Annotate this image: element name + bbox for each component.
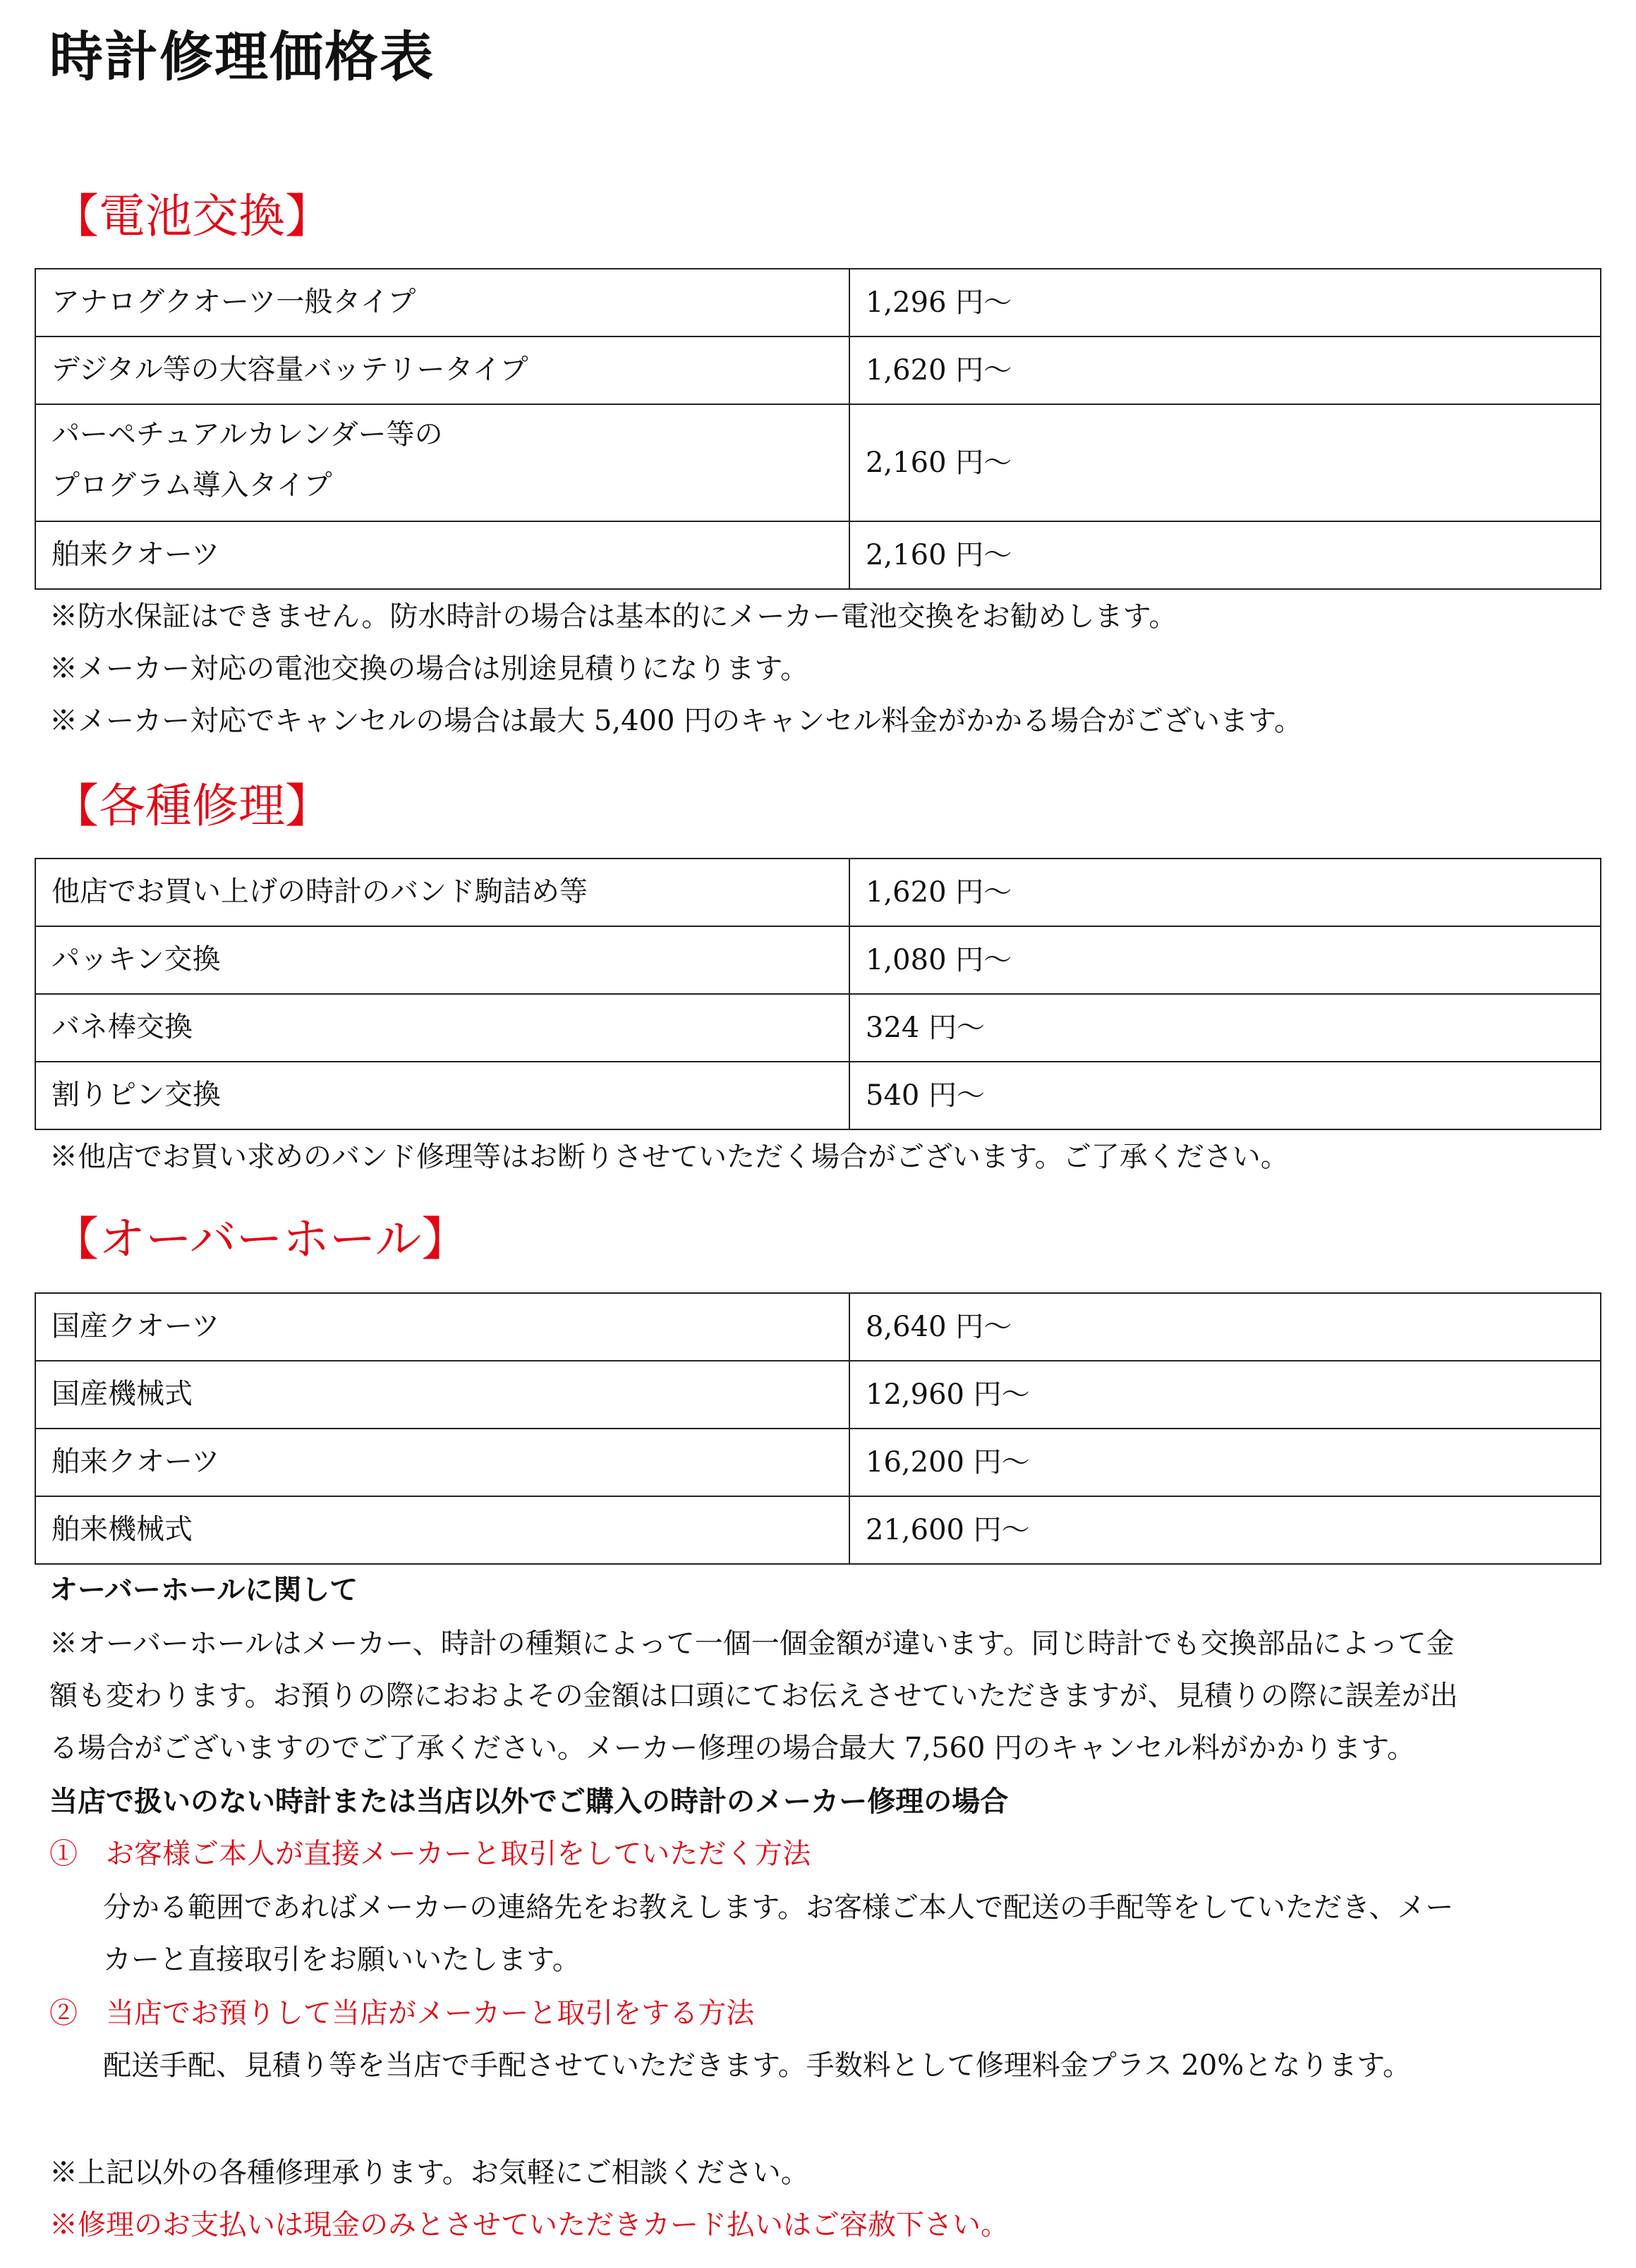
battery-note: ※防水保証はできません。防水時計の場合は基本的にメーカー電池交換をお勧めします。	[49, 600, 1177, 633]
overhaul-price-table	[35, 1292, 1601, 1565]
item-price: 2,160 円〜	[849, 404, 1601, 521]
item-name: 国産クオーツ	[35, 1293, 849, 1361]
overhaul-info-heading: オーバーホールに関して	[49, 1574, 358, 1606]
overhaul-info-line: 額も変わります。お預りの際におおよその金額は口頭にてお伝えさせていただきますが、見積りの際に誤差が出	[49, 1680, 1458, 1712]
item-name-line: パーペチュアルカレンダー等の	[51, 418, 443, 451]
repair-note: ※他店でお買い求めのバンド修理等はお断りさせていただく場合がございます。ご了承ください。	[49, 1141, 1289, 1173]
item-name: 舶来クオーツ	[35, 1429, 849, 1496]
page-title: 時計修理価格表	[49, 25, 435, 88]
table-row	[35, 926, 1601, 994]
maker-repair-option1-title: ① お客様ご本人が直接メーカーと取引をしていただく方法	[49, 1838, 811, 1870]
table-row	[35, 859, 1601, 926]
item-name: アナログクオーツ一般タイプ	[35, 269, 849, 336]
section-heading-battery: 【電池交換】	[52, 189, 332, 243]
maker-repair-option1-line: 分かる範囲であればメーカーの連絡先をお教えします。お客様ご本人で配送の手配等をしていただき、メー	[103, 1891, 1454, 1924]
table-row	[35, 1496, 1601, 1564]
footer-note: ※上記以外の各種修理承ります。お気軽にご相談ください。	[49, 2157, 809, 2189]
item-price: 1,620 円〜	[849, 859, 1601, 926]
item-price: 540 円〜	[849, 1062, 1601, 1129]
item-name: 舶来クオーツ	[35, 521, 849, 589]
battery-note: ※メーカー対応でキャンセルの場合は最大 5,400 円のキャンセル料金がかかる場合がございます。	[49, 705, 1302, 737]
item-price: 8,640 円〜	[849, 1293, 1601, 1361]
item-name-line: プログラム導入タイプ	[51, 469, 332, 502]
battery-note: ※メーカー対応の電池交換の場合は別途見積りになります。	[49, 653, 808, 685]
item-price: 16,200 円〜	[849, 1429, 1601, 1496]
battery-price-table	[35, 268, 1601, 590]
footer-payment-note: ※修理のお支払いは現金のみとさせていただきカード払いはご容赦下さい。	[49, 2209, 1009, 2241]
maker-repair-option2-title: ② 当店でお預りして当店がメーカーと取引をする方法	[49, 1997, 755, 2030]
overhaul-info-line: る場合がございますのでご了承ください。メーカー修理の場合最大 7,560 円のキャンセル料がかかります。	[49, 1732, 1415, 1764]
item-price: 12,960 円〜	[849, 1361, 1601, 1429]
item-name: デジタル等の大容量バッテリータイプ	[35, 336, 849, 404]
repair-price-table	[35, 858, 1601, 1130]
item-name: 国産機械式	[35, 1361, 849, 1429]
table-row	[35, 404, 1601, 521]
table-row	[35, 269, 1601, 336]
table-row	[35, 1062, 1601, 1129]
table-row	[35, 336, 1601, 404]
overhaul-info-line: ※オーバーホールはメーカー、時計の種類によって一個一個金額が違います。同じ時計でも交換部品によって金	[49, 1627, 1455, 1660]
maker-repair-heading: 当店で扱いのない時計または当店以外でご購入の時計のメーカー修理の場合	[49, 1785, 1009, 1818]
table-row	[35, 521, 1601, 589]
item-name: 他店でお買い上げの時計のバンド駒詰め等	[35, 859, 849, 926]
item-name: 割りピン交換	[35, 1062, 849, 1129]
item-name-multiline	[35, 404, 849, 521]
item-price: 324 円〜	[849, 994, 1601, 1062]
table-row	[35, 994, 1601, 1062]
item-price: 21,600 円〜	[849, 1496, 1601, 1564]
item-price: 1,296 円〜	[849, 269, 1601, 336]
table-row	[35, 1361, 1601, 1429]
item-price: 1,080 円〜	[849, 926, 1601, 994]
item-name: パッキン交換	[35, 926, 849, 994]
item-name: 舶来機械式	[35, 1496, 849, 1564]
table-row	[35, 1429, 1601, 1496]
item-price: 1,620 円〜	[849, 336, 1601, 404]
item-name: バネ棒交換	[35, 994, 849, 1062]
item-price: 2,160 円〜	[849, 521, 1601, 589]
section-heading-repair: 【各種修理】	[52, 779, 332, 833]
maker-repair-option2-line: 配送手配、見積り等を当店で手配させていただきます。手数料として修理料金プラス 20%となります。	[103, 2049, 1412, 2082]
section-heading-overhaul: 【オーバーホール】	[52, 1212, 468, 1266]
table-row	[35, 1293, 1601, 1361]
maker-repair-option1-line: カーと直接取引をお願いいたします。	[103, 1943, 581, 1976]
